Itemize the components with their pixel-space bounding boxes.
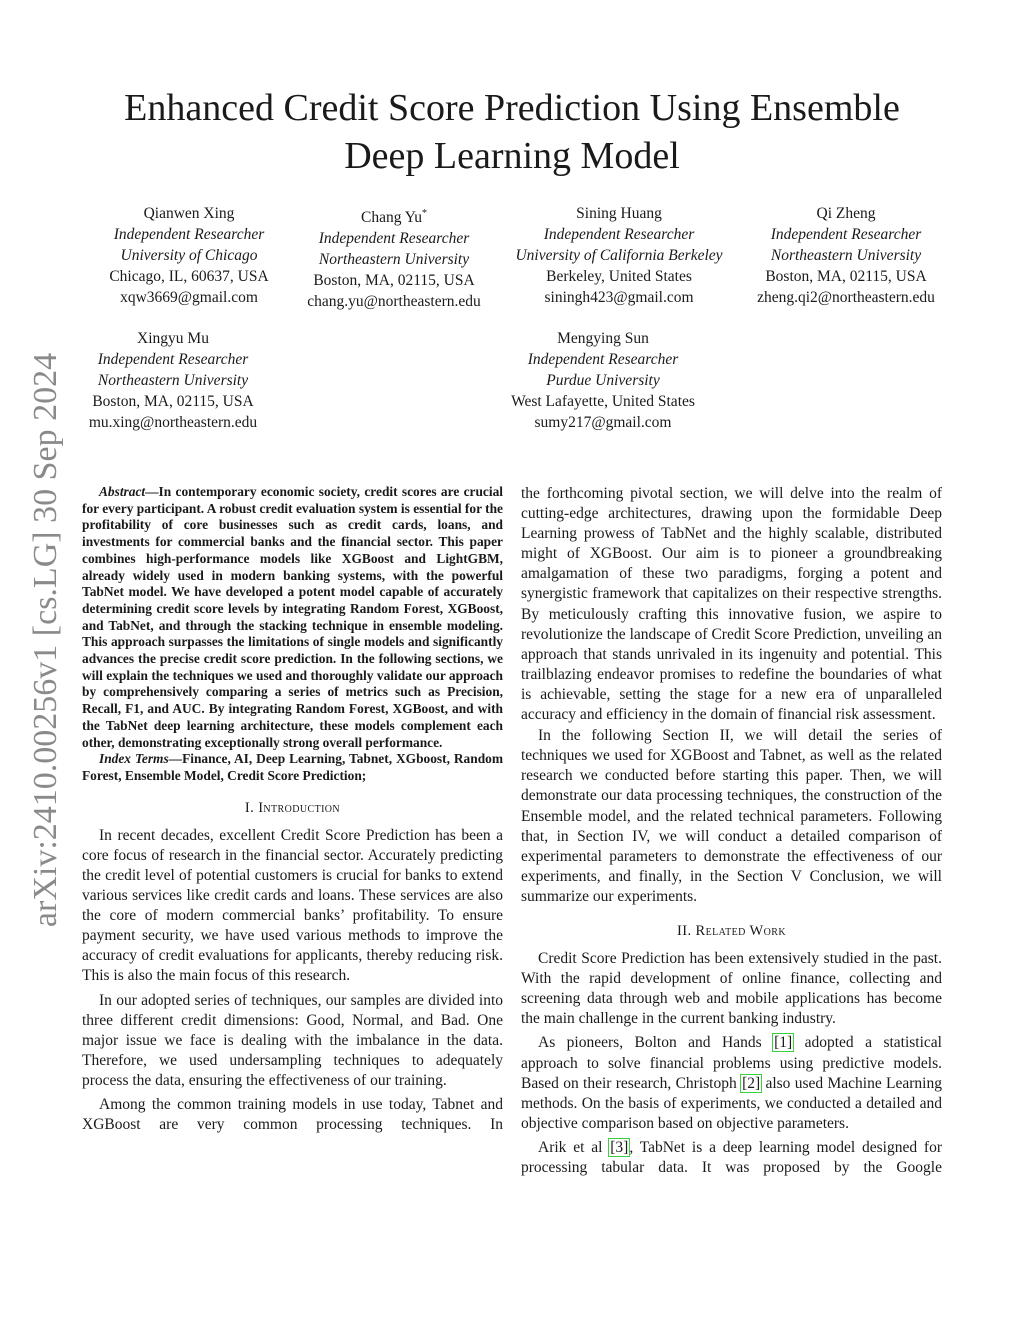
body-paragraph: In the following Section II, we will detail the series of techniques we used for XGBoost and Tabnet, as well as the related research we conducted before starting this paper. Then, we will demonstrate our data processing techniques, the construction of the Ensemble model, and the related technical parameters. Following that, in Section IV, we will conduct a detailed comparison of experimental parameters to demonstrate the effectiveness of our experiments, and finally, in the Section V Conclusion, we will summarize our experiments. <box>521 727 942 905</box>
author-email: siningh423@gmail.com <box>544 289 694 306</box>
citation-link[interactable]: [1] <box>774 1034 793 1052</box>
author-email: xqw3669@gmail.com <box>120 289 258 306</box>
author-location: Chicago, IL, 60637, USA <box>109 268 269 285</box>
citation-link[interactable]: [2] <box>742 1074 761 1092</box>
author-location: Boston, MA, 02115, USA <box>313 272 475 290</box>
author-role: Independent Researcher <box>318 230 470 248</box>
author-name: Mengying Sun <box>557 330 649 347</box>
author-org: Northeastern University <box>97 372 249 389</box>
author-location: Boston, MA, 02115, USA <box>765 268 927 285</box>
author-name: Xingyu Mu <box>137 330 209 347</box>
body-paragraph: In our adopted series of techniques, our samples are divided into three different credit dimensions: Good, Normal, and Bad. One major issue we face is dealing with the imbalance in the data. Therefore, we used undersampling techniques to adequately process the data, ensuring the effectiveness of our training. <box>82 991 503 1089</box>
author-role: Independent Researcher <box>543 226 695 243</box>
index-terms-text: —Finance, AI, Deep Learning, Tabnet, XGboost, Random Forest, Ensemble Model, Credit Score Prediction; <box>82 751 503 783</box>
body-paragraph: As pioneers, Bolton and Hands [1] adopted a statistical approach to solve financial problems using predictive models. Based on their research, Christoph [2] also used Machine Learning methods. On the basis of experiments, we conducted a detailed and objective comparison based on objective parameters. <box>521 1034 942 1132</box>
author-org: Purdue University <box>546 372 660 389</box>
author-email: chang.yu@northeastern.edu <box>307 293 481 311</box>
author-location: Boston, MA, 02115, USA <box>92 393 254 410</box>
author-block <box>78 328 268 433</box>
author-role: Independent Researcher <box>97 351 249 368</box>
author-org: University of Chicago <box>120 247 258 264</box>
author-org: University of California Berkeley <box>515 247 723 264</box>
author-location: West Lafayette, United States <box>511 393 695 410</box>
arxiv-identifier: arXiv:2410.00256v1 [cs.LG] 30 Sep 2024 <box>27 352 64 928</box>
author-email: mu.xing@northeastern.edu <box>88 414 258 431</box>
author-name: Qianwen Xing <box>143 205 235 222</box>
author-block <box>100 203 278 308</box>
author-location: Berkeley, United States <box>546 268 692 285</box>
body-paragraph: Credit Score Prediction has been extensively studied in the past. With the rapid development of online finance, collecting and screening data through web and mobile applications has become the main challenge in the current banking industry. <box>521 950 942 1028</box>
right-column <box>521 484 942 1178</box>
index-terms-label: Index Terms <box>99 751 169 767</box>
index-terms <box>82 751 503 784</box>
author-block <box>748 203 944 308</box>
abstract-text: —In contemporary economic society, credit scores are crucial for every participant. A robust credit evaluation system is essential for the profitability of core businesses such as credit cards, loans, and investments for commercial banks and the financial sector. This paper combines high-performance models like XGBoost and LightGBM, already widely used in modern banking systems, with the powerful TabNet model. We have developed a potent model capable of accurately determining credit score levels by integrating Random Forest, XGBoost, and TabNet, and through the stacking technique in ensemble modeling. This approach surpasses the limitations of single models and significantly advances the precise credit score prediction. In the following sections, we will explain the techniques we used and thoroughly validate our approach by comprehensively comparing a series of metrics such as Precision, Recall, F1, and AUC. By integrating Random Forest, XGBoost, and with the TabNet deep learning architecture, these models complement each other, demonstrating exceptionally strong overall performance. <box>82 484 503 750</box>
author-email: zheng.qi2@northeastern.edu <box>757 289 935 306</box>
author-org: Northeastern University <box>770 247 922 264</box>
author-name: Qi Zheng <box>816 205 876 222</box>
author-name: Sining Huang <box>576 205 662 222</box>
body-paragraph: In recent decades, excellent Credit Score Prediction has been a core focus of research in the financial sector. Accurately predicting the credit level of potential customers is crucial for banks to extend various services like credit cards and loans. These services are also the core of modern commercial banks’ profitability. To ensure payment security, we have used various methods to improve the accuracy of credit evaluations for applicants, thereby reducing risk. This is also the main focus of this research. <box>82 826 503 985</box>
abstract <box>82 484 503 751</box>
author-block <box>500 203 738 308</box>
paper-title: Enhanced Credit Score Prediction Using Ensemble Deep Learning Model <box>124 87 900 177</box>
body-paragraph: the forthcoming pivotal section, we will delve into the realm of cutting-edge architectures, drawing upon the formidable Deep Learning prowess of TabNet and the highly scalable, distributed might of XGBoost. Our aim is to pioneer a groundbreaking amalgamation of these two paradigms, forging a potent and synergistic framework that capitalizes on their respective strengths. By meticulously crafting this innovative fusion, we aspire to revolutionize the landscape of Credit Score Prediction, unveiling an approach that stands unrivaled in its ingenuity and potential. This trailblazing endeavor promises to redefine the boundaries of what is achievable, setting the stage for a new era of unparalleled accuracy and efficiency in the domain of financial risk assessment. <box>521 485 942 724</box>
corresponding-author-mark: * <box>422 208 427 219</box>
abstract-label: Abstract <box>99 484 146 499</box>
author-block <box>298 203 490 312</box>
left-column <box>82 484 503 1135</box>
citation-link[interactable]: [3] <box>610 1138 629 1156</box>
author-name: Chang Yu* <box>361 208 427 227</box>
section-heading-related-work: II. Related Work <box>677 922 786 939</box>
body-paragraph: Among the common training models in use today, Tabnet and XGBoost are very common processing techniques. In <box>82 1095 503 1134</box>
author-org: Northeastern University <box>318 251 470 269</box>
section-heading-introduction: I. Introduction <box>244 799 341 816</box>
author-role: Independent Researcher <box>113 226 265 243</box>
author-role: Independent Researcher <box>770 226 922 243</box>
author-email: sumy217@gmail.com <box>534 414 672 431</box>
author-role: Independent Researcher <box>527 351 679 368</box>
author-block <box>496 328 710 433</box>
body-paragraph: Arik et al [3], TabNet is a deep learning model designed for processing tabular data. It was proposed by the Google <box>521 1138 942 1176</box>
